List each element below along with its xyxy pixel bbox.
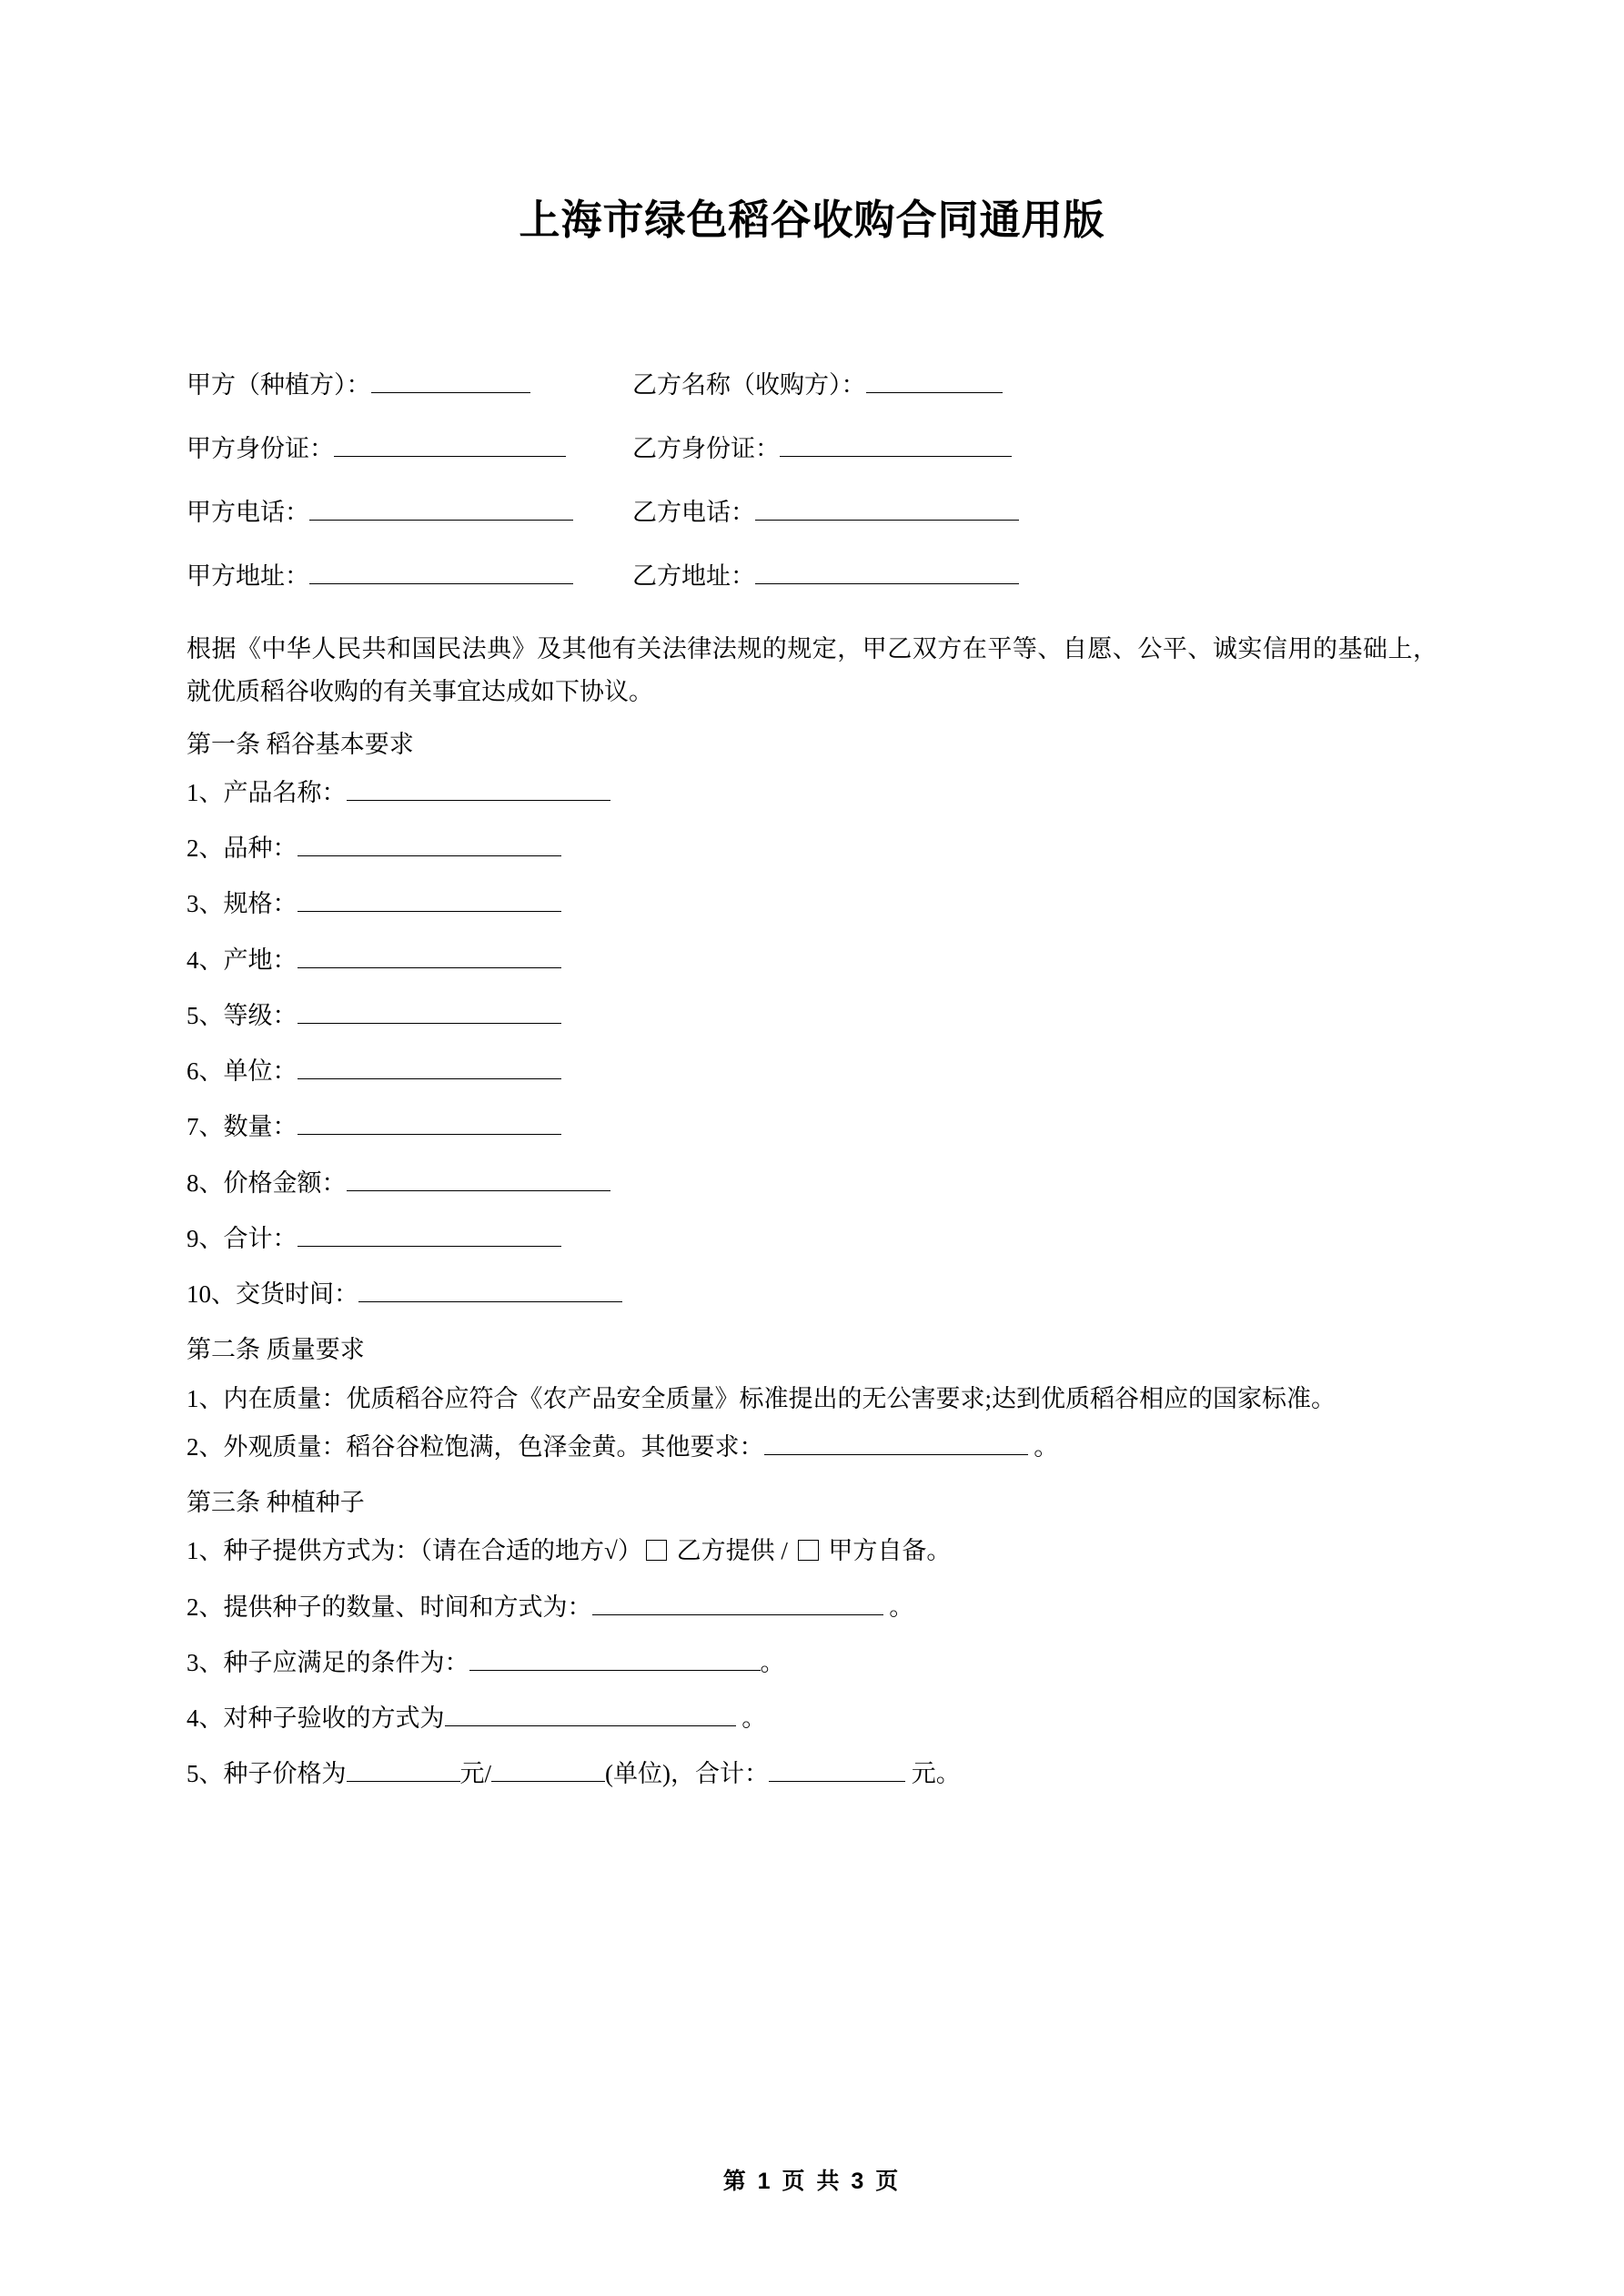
fill-in-line[interactable] [298,1078,561,1079]
page-footer: 第 1 页 共 3 页 [722,2169,902,2194]
fill-in-line[interactable] [358,1301,622,1302]
party-row [187,373,1437,398]
item-mid: 元/ [459,1760,492,1788]
party-field-buyer-id [632,437,1437,461]
fill-in-line[interactable] [347,800,610,801]
item-label: 4、产地： [187,946,298,974]
fill-in-line[interactable] [298,1134,561,1135]
item-label: 5、等级： [187,1001,298,1029]
item-label: 5、种子价格为 [187,1760,347,1788]
preamble-paragraph: 根据《中华人民共和国民法典》及其他有关法律法规的规定，甲乙双方在平等、自愿、公平、诚实信用的基础上，就优质稻谷收购的有关事宜达成如下协议。 [187,635,1437,706]
section-heading-2: 第二条 质量要求 [187,1336,365,1364]
item-price-amount [187,1162,1437,1205]
field-label: 乙方名称（收购方）： [632,371,866,399]
fill-in-line[interactable] [866,392,1003,393]
item-label: 7、数量： [187,1113,298,1141]
item-label: 2、外观质量：稻谷谷粒饱满，色泽金黄。其他要求： [187,1432,764,1461]
item-suffix: 。 [760,1648,785,1676]
fill-in-line[interactable] [769,1781,905,1782]
item-origin [187,939,1437,982]
party-row [187,437,1437,461]
fill-in-line[interactable] [298,911,561,912]
fill-in-line[interactable] [371,392,530,393]
page-title: 上海市绿色稻谷收购合同通用版 [519,197,1105,243]
option-label-buyer: 乙方提供 / [670,1537,794,1565]
item-internal-quality: 1、内在质量：优质稻谷应符合《农产品安全质量》标准提出的无公害要求;达到优质稻谷相应的国家标准。 [187,1384,1336,1412]
item-suffix: 。 [1027,1432,1059,1461]
fill-in-line[interactable] [780,456,1012,457]
field-label: 甲方电话： [187,499,309,526]
fill-in-line[interactable] [298,1246,561,1247]
item-label: 2、提供种子的数量、时间和方式为： [187,1593,592,1621]
item-suffix: 元。 [905,1760,961,1788]
item-suffix: 。 [735,1704,767,1732]
field-label: 甲方（种植方）： [187,371,371,399]
party-row [187,501,1437,525]
item-label: 6、单位： [187,1057,298,1085]
fill-in-line[interactable] [764,1454,1028,1455]
document-content [187,0,1437,1809]
party-field-seller-phone [187,501,632,525]
item-quantity [187,1106,1437,1148]
field-label: 甲方地址： [187,562,309,590]
item-seed-supply-method [187,1530,1437,1573]
fill-in-line[interactable] [298,1023,561,1024]
item-label: 1、产品名称： [187,778,347,806]
fill-in-line[interactable] [445,1725,736,1726]
item-seed-acceptance-method [187,1697,1437,1740]
party-field-seller-id [187,437,632,461]
fill-in-line[interactable] [469,1670,761,1671]
fill-in-line[interactable] [309,583,573,584]
item-suffix: 。 [883,1593,914,1621]
fill-in-line[interactable] [298,967,561,968]
field-label: 乙方电话： [632,499,755,526]
item-unit [187,1050,1437,1093]
item-appearance-quality [187,1426,1437,1469]
party-field-buyer-name [632,373,1437,398]
field-label: 乙方身份证： [632,435,780,462]
party-info-block [187,373,1437,589]
option-label-seller: 甲方自备。 [822,1537,952,1565]
item-delivery-time [187,1273,1437,1316]
item-label: 2、品种： [187,834,298,862]
item-grade [187,995,1437,1037]
item-seed-quantity-time-method [187,1586,1437,1629]
party-row [187,564,1437,589]
field-label: 甲方身份证： [187,435,334,462]
section-heading-1: 第一条 稻谷基本要求 [187,730,414,758]
fill-in-line[interactable] [755,583,1019,584]
item-label: 3、种子应满足的条件为： [187,1648,469,1676]
party-field-seller-address [187,564,632,589]
item-product-name [187,772,1437,814]
section-heading-3: 第三条 种植种子 [187,1489,365,1516]
item-label: 4、对种子验收的方式为 [187,1704,445,1732]
item-mid-2: (单位)，合计： [605,1760,769,1788]
item-seed-conditions [187,1642,1437,1684]
party-field-buyer-phone [632,501,1437,525]
fill-in-line[interactable] [592,1614,883,1615]
item-specification [187,883,1437,925]
checkbox-seed-by-seller[interactable] [798,1540,819,1561]
fill-in-line[interactable] [347,1781,460,1782]
fill-in-line[interactable] [298,855,561,856]
item-variety [187,827,1437,870]
fill-in-line[interactable] [347,1190,610,1191]
field-label: 乙方地址： [632,562,755,590]
item-label: 9、合计： [187,1224,298,1252]
item-label: 8、价格金额： [187,1168,347,1197]
fill-in-line[interactable] [334,456,566,457]
item-label: 3、规格： [187,890,298,918]
party-field-seller-name [187,373,632,398]
checkbox-seed-by-buyer[interactable] [646,1540,667,1561]
item-total [187,1218,1437,1260]
fill-in-line[interactable] [491,1781,605,1782]
fill-in-line[interactable] [309,520,573,521]
item-seed-price [187,1753,1437,1795]
party-field-buyer-address [632,564,1437,589]
item-label: 1、种子提供方式为：（请在合适的地方√） [187,1537,642,1565]
item-label: 10、交货时间： [187,1280,358,1308]
fill-in-line[interactable] [755,520,1019,521]
